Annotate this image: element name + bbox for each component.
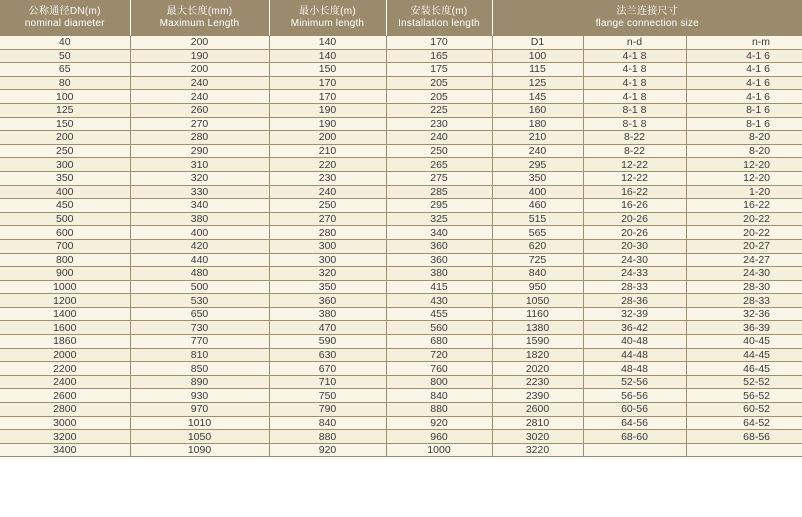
cell-maximum-length: 190	[130, 49, 269, 63]
cell-n-m: 1-20	[686, 185, 802, 199]
cell-n-d: 52-56	[583, 375, 686, 389]
cell-d1: 2810	[492, 416, 583, 430]
table-row	[0, 171, 802, 185]
cell-n-m: 24-27	[686, 253, 802, 267]
cell-maximum-length: 930	[130, 389, 269, 403]
cell-minimum-length: 300	[269, 253, 386, 267]
header-label-en: Maximum Length	[159, 18, 240, 29]
cell-d1: 840	[492, 267, 583, 281]
cell-minimum-length: 320	[269, 267, 386, 281]
cell-installation-length: 680	[386, 335, 492, 349]
cell-minimum-length: 190	[269, 117, 386, 131]
cell-installation-length: 205	[386, 90, 492, 104]
cell-maximum-length: 240	[130, 90, 269, 104]
cell-n-d: 32-39	[583, 307, 686, 321]
cell-maximum-length: 310	[130, 158, 269, 172]
cell-maximum-length: 480	[130, 267, 269, 281]
cell-nominal-diameter: 250	[0, 144, 130, 158]
cell-n-d: 64-56	[583, 416, 686, 430]
cell-n-d: 20-30	[583, 239, 686, 253]
cell-maximum-length: 1090	[130, 443, 269, 457]
cell-nominal-diameter: 1860	[0, 335, 130, 349]
cell-maximum-length: 270	[130, 117, 269, 131]
cell-minimum-length: 590	[269, 335, 386, 349]
table-row	[0, 76, 802, 90]
cell-minimum-length: 750	[269, 389, 386, 403]
table-row	[0, 321, 802, 335]
cell-nominal-diameter: 125	[0, 103, 130, 117]
cell-minimum-length: 380	[269, 307, 386, 321]
cell-installation-length: 360	[386, 239, 492, 253]
cell-n-d: 24-30	[583, 253, 686, 267]
cell-maximum-length: 400	[130, 226, 269, 240]
table-row	[0, 36, 802, 49]
table-row	[0, 443, 802, 457]
table-row	[0, 158, 802, 172]
table-row	[0, 117, 802, 131]
header-label-zh: 安装长度(m)	[410, 6, 468, 17]
cell-nominal-diameter: 3200	[0, 430, 130, 444]
cell-d1: 2390	[492, 389, 583, 403]
cell-d1: 145	[492, 90, 583, 104]
cell-d1: 350	[492, 171, 583, 185]
cell-maximum-length: 340	[130, 199, 269, 213]
cell-nominal-diameter: 450	[0, 199, 130, 213]
table-row	[0, 403, 802, 417]
header-minimum-length	[269, 0, 386, 36]
table-row	[0, 267, 802, 281]
cell-d1: 1590	[492, 335, 583, 349]
cell-d1: 400	[492, 185, 583, 199]
table-row	[0, 307, 802, 321]
cell-n-m: 40-45	[686, 335, 802, 349]
cell-installation-length: 455	[386, 307, 492, 321]
cell-maximum-length: 970	[130, 403, 269, 417]
cell-minimum-length: 300	[269, 239, 386, 253]
cell-minimum-length: 280	[269, 226, 386, 240]
table-row	[0, 185, 802, 199]
table-row	[0, 103, 802, 117]
table-row	[0, 416, 802, 430]
cell-minimum-length: 790	[269, 403, 386, 417]
cell-nominal-diameter: 500	[0, 212, 130, 226]
table-row	[0, 294, 802, 308]
cell-n-d: 4-1 8	[583, 63, 686, 77]
cell-maximum-length: 1050	[130, 430, 269, 444]
cell-minimum-length: 270	[269, 212, 386, 226]
cell-minimum-length: 170	[269, 90, 386, 104]
cell-d1: 1160	[492, 307, 583, 321]
cell-maximum-length: 890	[130, 375, 269, 389]
cell-nominal-diameter: 2800	[0, 403, 130, 417]
header-label-en: Installation length	[398, 18, 480, 29]
cell-d1: 240	[492, 144, 583, 158]
cell-n-m: 28-30	[686, 280, 802, 294]
header-label-zh: 公称通径DN(m)	[28, 6, 101, 17]
cell-n-m: 32-36	[686, 307, 802, 321]
cell-d1: D1	[492, 36, 583, 49]
cell-nominal-diameter: 50	[0, 49, 130, 63]
cell-maximum-length: 420	[130, 239, 269, 253]
cell-n-d: 28-33	[583, 280, 686, 294]
cell-minimum-length: 920	[269, 443, 386, 457]
cell-minimum-length: 220	[269, 158, 386, 172]
cell-maximum-length: 440	[130, 253, 269, 267]
cell-nominal-diameter: 65	[0, 63, 130, 77]
cell-installation-length: 800	[386, 375, 492, 389]
cell-maximum-length: 240	[130, 76, 269, 90]
cell-installation-length: 325	[386, 212, 492, 226]
cell-nominal-diameter: 40	[0, 36, 130, 49]
cell-installation-length: 430	[386, 294, 492, 308]
cell-n-m: 8-1 6	[686, 103, 802, 117]
table-row	[0, 63, 802, 77]
cell-n-m: 16-22	[686, 199, 802, 213]
cell-maximum-length: 320	[130, 171, 269, 185]
cell-installation-length: 170	[386, 36, 492, 49]
cell-maximum-length: 850	[130, 362, 269, 376]
cell-nominal-diameter: 1400	[0, 307, 130, 321]
table-row	[0, 253, 802, 267]
cell-minimum-length: 170	[269, 76, 386, 90]
header-label-en: nominal diameter	[24, 18, 105, 29]
cell-installation-length: 285	[386, 185, 492, 199]
cell-n-m: 60-52	[686, 403, 802, 417]
cell-minimum-length: 140	[269, 49, 386, 63]
cell-minimum-length: 190	[269, 103, 386, 117]
header-label-zh: 最小长度(m)	[298, 6, 357, 17]
cell-installation-length: 275	[386, 171, 492, 185]
cell-n-m: 8-20	[686, 144, 802, 158]
cell-n-m	[686, 443, 802, 457]
cell-n-m: 4-1 6	[686, 90, 802, 104]
cell-maximum-length: 260	[130, 103, 269, 117]
cell-installation-length: 250	[386, 144, 492, 158]
cell-d1: 295	[492, 158, 583, 172]
header-maximum-length	[130, 0, 269, 36]
cell-minimum-length: 710	[269, 375, 386, 389]
table-row	[0, 212, 802, 226]
cell-maximum-length: 200	[130, 36, 269, 49]
cell-n-d: 20-26	[583, 226, 686, 240]
cell-n-m: 4-1 6	[686, 49, 802, 63]
cell-minimum-length: 210	[269, 144, 386, 158]
cell-installation-length: 175	[386, 63, 492, 77]
cell-nominal-diameter: 300	[0, 158, 130, 172]
cell-n-m: 4-1 6	[686, 63, 802, 77]
cell-d1: 1050	[492, 294, 583, 308]
cell-maximum-length: 730	[130, 321, 269, 335]
cell-installation-length: 720	[386, 348, 492, 362]
cell-n-d: 12-22	[583, 171, 686, 185]
cell-n-d: 12-22	[583, 158, 686, 172]
table-row	[0, 131, 802, 145]
cell-n-d: n-d	[583, 36, 686, 49]
cell-installation-length: 240	[386, 131, 492, 145]
cell-nominal-diameter: 800	[0, 253, 130, 267]
cell-maximum-length: 500	[130, 280, 269, 294]
cell-installation-length: 1000	[386, 443, 492, 457]
cell-nominal-diameter: 2200	[0, 362, 130, 376]
cell-n-m: 46-45	[686, 362, 802, 376]
cell-maximum-length: 330	[130, 185, 269, 199]
cell-n-d: 68-60	[583, 430, 686, 444]
cell-n-d: 48-48	[583, 362, 686, 376]
cell-maximum-length: 810	[130, 348, 269, 362]
cell-n-d: 36-42	[583, 321, 686, 335]
table-row	[0, 199, 802, 213]
cell-d1: 565	[492, 226, 583, 240]
header-label-en: flange connection size	[595, 18, 699, 29]
cell-installation-length: 560	[386, 321, 492, 335]
cell-n-d: 8-1 8	[583, 103, 686, 117]
table-row	[0, 335, 802, 349]
cell-n-d: 40-48	[583, 335, 686, 349]
cell-installation-length: 360	[386, 253, 492, 267]
cell-n-m: 68-56	[686, 430, 802, 444]
cell-n-d: 4-1 8	[583, 90, 686, 104]
cell-n-d: 4-1 8	[583, 76, 686, 90]
table-row	[0, 49, 802, 63]
cell-installation-length: 380	[386, 267, 492, 281]
cell-nominal-diameter: 2600	[0, 389, 130, 403]
cell-n-m: 20-27	[686, 239, 802, 253]
cell-installation-length: 920	[386, 416, 492, 430]
header-row	[0, 0, 802, 36]
cell-d1: 160	[492, 103, 583, 117]
cell-d1: 2600	[492, 403, 583, 417]
cell-minimum-length: 150	[269, 63, 386, 77]
cell-d1: 950	[492, 280, 583, 294]
cell-nominal-diameter: 3400	[0, 443, 130, 457]
table-row	[0, 348, 802, 362]
cell-d1: 180	[492, 117, 583, 131]
table-row	[0, 280, 802, 294]
cell-installation-length: 340	[386, 226, 492, 240]
cell-nominal-diameter: 150	[0, 117, 130, 131]
cell-n-d: 8-22	[583, 131, 686, 145]
cell-installation-length: 960	[386, 430, 492, 444]
cell-d1: 2230	[492, 375, 583, 389]
cell-nominal-diameter: 350	[0, 171, 130, 185]
cell-maximum-length: 280	[130, 131, 269, 145]
cell-d1: 725	[492, 253, 583, 267]
cell-minimum-length: 840	[269, 416, 386, 430]
cell-n-m: 12-20	[686, 171, 802, 185]
cell-minimum-length: 250	[269, 199, 386, 213]
cell-n-d: 4-1 8	[583, 49, 686, 63]
cell-d1: 1380	[492, 321, 583, 335]
cell-n-d: 44-48	[583, 348, 686, 362]
cell-n-m: 20-22	[686, 226, 802, 240]
cell-minimum-length: 670	[269, 362, 386, 376]
table-row	[0, 144, 802, 158]
cell-maximum-length: 650	[130, 307, 269, 321]
cell-installation-length: 880	[386, 403, 492, 417]
cell-d1: 100	[492, 49, 583, 63]
cell-minimum-length: 230	[269, 171, 386, 185]
cell-installation-length: 760	[386, 362, 492, 376]
cell-installation-length: 295	[386, 199, 492, 213]
cell-n-m: 64-52	[686, 416, 802, 430]
cell-n-d	[583, 443, 686, 457]
cell-n-d: 16-22	[583, 185, 686, 199]
cell-installation-length: 230	[386, 117, 492, 131]
cell-nominal-diameter: 2400	[0, 375, 130, 389]
table-row	[0, 362, 802, 376]
cell-nominal-diameter: 80	[0, 76, 130, 90]
cell-maximum-length: 380	[130, 212, 269, 226]
cell-n-m: 36-39	[686, 321, 802, 335]
cell-nominal-diameter: 700	[0, 239, 130, 253]
cell-minimum-length: 240	[269, 185, 386, 199]
cell-maximum-length: 290	[130, 144, 269, 158]
cell-minimum-length: 350	[269, 280, 386, 294]
cell-d1: 1820	[492, 348, 583, 362]
cell-nominal-diameter: 1200	[0, 294, 130, 308]
cell-n-m: n-m	[686, 36, 802, 49]
table-row	[0, 430, 802, 444]
cell-installation-length: 165	[386, 49, 492, 63]
cell-n-m: 56-52	[686, 389, 802, 403]
cell-n-d: 60-56	[583, 403, 686, 417]
cell-n-d: 24-33	[583, 267, 686, 281]
cell-n-m: 4-1 6	[686, 76, 802, 90]
cell-n-d: 56-56	[583, 389, 686, 403]
cell-d1: 460	[492, 199, 583, 213]
cell-minimum-length: 200	[269, 131, 386, 145]
cell-nominal-diameter: 100	[0, 90, 130, 104]
cell-nominal-diameter: 2000	[0, 348, 130, 362]
cell-nominal-diameter: 900	[0, 267, 130, 281]
cell-minimum-length: 140	[269, 36, 386, 49]
cell-n-d: 16-26	[583, 199, 686, 213]
cell-d1: 125	[492, 76, 583, 90]
table-row	[0, 90, 802, 104]
header-label-zh: 最大长度(mm)	[166, 6, 233, 17]
cell-maximum-length: 530	[130, 294, 269, 308]
cell-n-m: 24-30	[686, 267, 802, 281]
cell-n-m: 12-20	[686, 158, 802, 172]
cell-minimum-length: 360	[269, 294, 386, 308]
table-header	[0, 0, 802, 36]
header-flange-connection-size	[492, 0, 802, 36]
table-row	[0, 226, 802, 240]
table-row	[0, 375, 802, 389]
cell-n-m: 52-52	[686, 375, 802, 389]
cell-minimum-length: 630	[269, 348, 386, 362]
table-row	[0, 239, 802, 253]
cell-minimum-length: 470	[269, 321, 386, 335]
header-label-en: Minimum length	[290, 18, 365, 29]
cell-n-m: 20-22	[686, 212, 802, 226]
table-row	[0, 389, 802, 403]
cell-n-d: 8-1 8	[583, 117, 686, 131]
cell-installation-length: 265	[386, 158, 492, 172]
cell-maximum-length: 770	[130, 335, 269, 349]
cell-installation-length: 225	[386, 103, 492, 117]
cell-n-m: 8-1 6	[686, 117, 802, 131]
cell-d1: 210	[492, 131, 583, 145]
cell-d1: 620	[492, 239, 583, 253]
cell-d1: 3020	[492, 430, 583, 444]
cell-minimum-length: 880	[269, 430, 386, 444]
cell-installation-length: 205	[386, 76, 492, 90]
header-nominal-diameter	[0, 0, 130, 36]
cell-d1: 2020	[492, 362, 583, 376]
cell-n-d: 28-36	[583, 294, 686, 308]
cell-nominal-diameter: 400	[0, 185, 130, 199]
cell-n-m: 8-20	[686, 131, 802, 145]
cell-n-m: 28-33	[686, 294, 802, 308]
cell-d1: 515	[492, 212, 583, 226]
cell-nominal-diameter: 3000	[0, 416, 130, 430]
cell-d1: 3220	[492, 443, 583, 457]
cell-n-m: 44-45	[686, 348, 802, 362]
cell-nominal-diameter: 1000	[0, 280, 130, 294]
header-label-zh: 法兰连接尺寸	[616, 6, 679, 17]
cell-n-d: 8-22	[583, 144, 686, 158]
cell-nominal-diameter: 600	[0, 226, 130, 240]
cell-maximum-length: 200	[130, 63, 269, 77]
cell-installation-length: 415	[386, 280, 492, 294]
cell-n-d: 20-26	[583, 212, 686, 226]
cell-nominal-diameter: 1600	[0, 321, 130, 335]
cell-d1: 115	[492, 63, 583, 77]
cell-nominal-diameter: 200	[0, 131, 130, 145]
header-installation-length	[386, 0, 492, 36]
cell-installation-length: 840	[386, 389, 492, 403]
cell-maximum-length: 1010	[130, 416, 269, 430]
table-body	[0, 36, 802, 457]
